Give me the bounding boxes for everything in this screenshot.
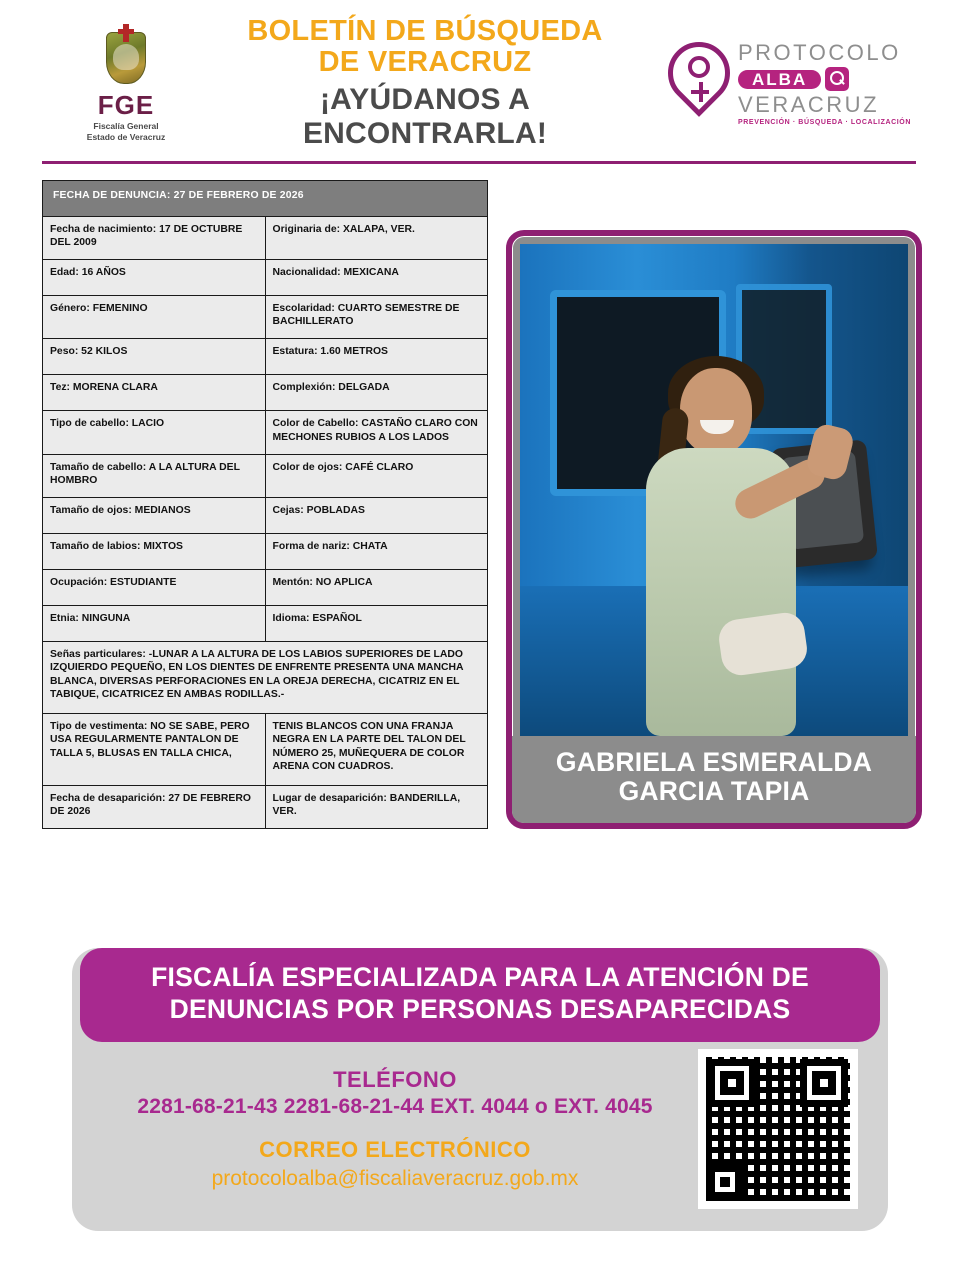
fge-logo <box>70 24 182 142</box>
table-row <box>43 454 488 497</box>
field-color-cabello: Color de Cabello: CASTAÑO CLARO CON MECHONES RUBIOS A LOS LADOS <box>265 411 488 454</box>
bulletin-body <box>0 164 958 829</box>
qr-code[interactable] <box>698 1049 858 1209</box>
missing-person-name: GABRIELA ESMERALDA GARCIA TAPIA <box>512 736 916 823</box>
alba-protocolo-label: PROTOCOLO <box>738 40 901 66</box>
table-row <box>43 785 488 828</box>
table-row <box>43 375 488 411</box>
field-lugar-desaparicion: Lugar de desaparición: BANDERILLA, VER. <box>265 785 488 828</box>
field-tamano-cabello: Tamaño de cabello: A LA ALTURA DEL HOMBRO <box>43 454 266 497</box>
map-pin-venus-icon <box>668 42 730 126</box>
field-tipo-vestimenta: Tipo de vestimenta: NO SE SABE, PERO USA REGULARMENTE PANTALON DE TALLA 5, BLUSAS EN TALLA CHICA, <box>43 713 266 785</box>
field-etnia: Etnia: NINGUNA <box>43 605 266 641</box>
fge-subtitle-line2: Estado de Veracruz <box>86 131 166 142</box>
table-row <box>43 569 488 605</box>
missing-person-photo-card <box>506 230 922 829</box>
missing-person-photo <box>520 244 908 736</box>
person-details-table <box>42 180 488 829</box>
table-row <box>43 216 488 259</box>
field-tipo-cabello: Tipo de cabello: LACIO <box>43 411 266 454</box>
field-escolaridad: Escolaridad: CUARTO SEMESTRE DE BACHILLERATO <box>265 295 488 338</box>
field-tez: Tez: MORENA CLARA <box>43 375 266 411</box>
field-ocupacion: Ocupación: ESTUDIANTE <box>43 569 266 605</box>
alba-tagline: PREVENCIÓN · BÚSQUEDA · LOCALIZACIÓN <box>738 119 912 127</box>
field-fecha-desaparicion: Fecha de desaparición: 27 DE FEBRERO DE 2026 <box>43 785 266 828</box>
field-originaria-de: Originaria de: XALAPA, VER. <box>265 216 488 259</box>
field-estatura: Estatura: 1.60 METROS <box>265 339 488 375</box>
table-row <box>43 713 488 785</box>
alba-state-label: VERACRUZ <box>738 92 880 118</box>
table-row <box>43 641 488 713</box>
table-row <box>43 295 488 338</box>
field-genero: Género: FEMENINO <box>43 295 266 338</box>
report-date-cell: FECHA DE DENUNCIA: 27 DE FEBRERO DE 2026 <box>43 180 488 216</box>
field-vestimenta-detalle: TENIS BLANCOS CON UNA FRANJA NEGRA EN LA PARTE DEL TALON DEL NÚMERO 25, MUÑEQUERA DE COLOR ARENA CON CUADROS. <box>265 713 488 785</box>
phone-numbers[interactable]: 2281-68-21-43 2281-68-21-44 EXT. 4044 o EXT. 4045 <box>137 1095 653 1118</box>
prosecutor-office-banner: FISCALÍA ESPECIALIZADA PARA LA ATENCIÓN DE DENUNCIAS POR PERSONAS DESAPARECIDAS <box>80 948 880 1042</box>
bulletin-title-line1: BOLETÍN DE BÚSQUEDA <box>247 15 603 47</box>
header-titles <box>192 16 658 151</box>
bulletin-title-line2: DE VERACRUZ <box>318 46 532 79</box>
contact-footer <box>72 948 888 1231</box>
field-color-ojos: Color de ojos: CAFÉ CLARO <box>265 454 488 497</box>
photo-column <box>506 180 922 829</box>
field-tamano-labios: Tamaño de labios: MIXTOS <box>43 533 266 569</box>
table-row <box>43 497 488 533</box>
field-tamano-ojos: Tamaño de ojos: MEDIANOS <box>43 497 266 533</box>
field-fecha-nacimiento: Fecha de nacimiento: 17 DE OCTUBRE DEL 2009 <box>43 216 266 259</box>
search-icon <box>825 67 849 91</box>
field-nacionalidad: Nacionalidad: MEXICANA <box>265 259 488 295</box>
field-peso: Peso: 52 KILOS <box>43 339 266 375</box>
table-row <box>43 533 488 569</box>
field-forma-nariz: Forma de nariz: CHATA <box>265 533 488 569</box>
fge-subtitle-line1: Fiscalía General <box>93 121 159 132</box>
phone-label: TELÉFONO <box>333 1067 457 1092</box>
protocolo-alba-logo <box>668 40 928 126</box>
email-address[interactable]: protocoloalba@fiscaliaveracruz.gob.mx <box>211 1167 579 1190</box>
field-idioma: Idioma: ESPAÑOL <box>265 605 488 641</box>
field-senas-particulares: Señas particulares: -LUNAR A LA ALTURA DE LOS LABIOS SUPERIORES DE LADO IZQUIERDO PEQUEÑO, EN LOS DIENTES DE ENFRENTE PRESENTA UNA MANCHA BLANCA, DIVERSAS PERFORACIONES EN LA OREJA DERECHA, CICATRIZ EN EL TABIQUE, CICATRICEZ EN AMBAS RODILLAS.- <box>43 641 488 713</box>
table-row <box>43 339 488 375</box>
help-find-her-title: ¡AYÚDANOS A ENCONTRARLA! <box>302 82 548 150</box>
alba-pill-label: ALBA <box>738 70 821 89</box>
table-row <box>43 411 488 454</box>
email-label: CORREO ELECTRÓNICO <box>259 1137 531 1162</box>
table-row <box>43 259 488 295</box>
table-row-report-date <box>43 180 488 216</box>
fge-acronym: FGE <box>97 90 155 121</box>
field-menton: Mentón: NO APLICA <box>265 569 488 605</box>
bulletin-header <box>0 0 958 157</box>
veracruz-crest-icon <box>98 26 154 90</box>
field-edad: Edad: 16 AÑOS <box>43 259 266 295</box>
field-cejas: Cejas: POBLADAS <box>265 497 488 533</box>
table-row <box>43 605 488 641</box>
field-complexion: Complexión: DELGADA <box>265 375 488 411</box>
